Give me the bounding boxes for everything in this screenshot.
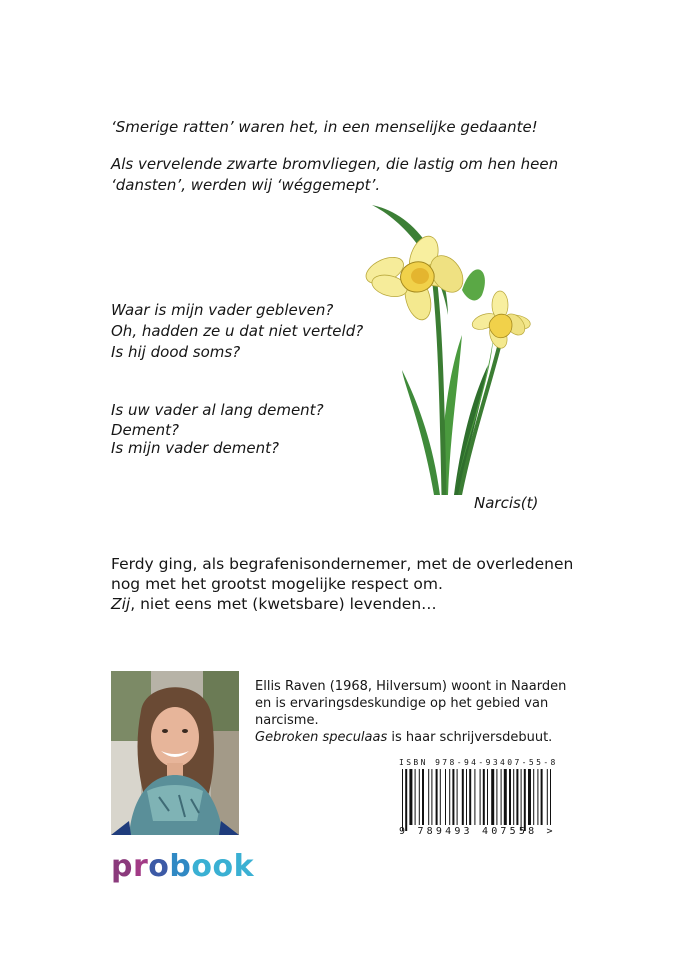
daffodil-illustration <box>352 195 542 495</box>
barcode-digits: 9 789493 407558 > <box>399 826 556 837</box>
publisher-logo <box>111 849 254 884</box>
barcode-bar <box>457 769 458 825</box>
bio-line-4 <box>255 729 552 746</box>
barcode-bar <box>480 769 481 825</box>
barcode-bar <box>496 769 497 825</box>
bio-line-2: en is ervaringsdeskundige op het gebied van <box>255 696 549 711</box>
bio-line-3: narcisme. <box>255 713 319 728</box>
barcode-bar <box>541 769 543 825</box>
dialog2-line-2: Dement? <box>111 421 179 439</box>
barcode-bar <box>524 769 526 831</box>
author-portrait <box>111 671 239 835</box>
barcode-bar <box>550 769 551 825</box>
barcode-bar <box>501 769 502 825</box>
barcode-bar <box>474 769 475 825</box>
quote-line-2: Als vervelende zwarte bromvliegen, die lastig om hen heen <box>111 155 559 173</box>
logo-part-4: b <box>169 849 192 884</box>
logo-part-2: r <box>132 849 149 884</box>
barcode-bar <box>440 769 441 825</box>
barcode-bar <box>528 769 531 825</box>
dialog1-line-2: Oh, hadden ze u dat niet verteld? <box>111 322 364 340</box>
barcode-bar <box>504 769 507 825</box>
dialog1-line-3: Is hij dood soms? <box>111 343 241 361</box>
barcode-bar <box>483 769 485 825</box>
quote-line-3: ‘dansten’, werden wij ‘wéggemept’. <box>111 176 381 194</box>
flower-caption: Narcis(t) <box>474 494 539 512</box>
bio-line-1: Ellis Raven (1968, Hilversum) woont in Naarden <box>255 679 567 694</box>
barcode-bar <box>469 769 471 825</box>
bio-line-4-rest: is haar schrijversdebuut. <box>387 730 553 745</box>
summary-line-2: nog met het grootst mogelijke respect om. <box>111 575 443 593</box>
barcode-bar <box>466 769 467 825</box>
barcode-bar <box>445 769 446 825</box>
author-photo <box>111 671 239 835</box>
barcode-bar <box>419 769 420 825</box>
barcode-bar <box>409 769 412 825</box>
logo-part-5: ook <box>191 849 255 884</box>
barcode-bar <box>405 769 407 831</box>
barcode-bar <box>509 769 511 825</box>
barcode-bar <box>428 769 429 825</box>
barcode-bar <box>516 769 518 825</box>
summary-line-3 <box>111 594 437 614</box>
barcode-bar <box>436 769 438 825</box>
dialog2-line-1: Is uw vader al lang dement? <box>111 401 324 419</box>
barcode-bar <box>513 769 514 825</box>
logo-part-1: p <box>111 849 133 884</box>
barcode-bar <box>452 769 454 825</box>
barcode-bar <box>422 769 424 825</box>
barcode-bar <box>491 769 494 825</box>
summary-line-1: Ferdy ging, als begrafenisondernemer, met de overledenen <box>111 555 574 573</box>
barcode-bar <box>537 769 538 825</box>
barcode-bar <box>431 769 432 825</box>
isbn-label: ISBN 978-94-93407-55-8 <box>399 758 558 767</box>
quote-line-1: ‘Smerige ratten’ waren het, in een menselijke gedaante! <box>111 118 538 136</box>
summary-line-3-rest: , niet eens met (kwetsbare) levenden… <box>130 595 437 613</box>
barcode-bar <box>415 769 416 825</box>
barcode-bar <box>402 769 403 831</box>
barcode-bar <box>521 769 522 831</box>
book-title: Gebroken speculaas <box>255 730 388 745</box>
barcode-bar <box>449 769 450 825</box>
dialog1-line-1: Waar is mijn vader gebleven? <box>111 301 334 319</box>
barcode-bar <box>533 769 534 825</box>
summary-emphasis: Zij <box>111 595 131 613</box>
barcode-bar <box>462 769 464 825</box>
barcode-bar <box>487 769 488 825</box>
logo-part-3: o <box>148 849 170 884</box>
dialog2-line-3: Is mijn vader dement? <box>111 439 279 457</box>
barcode-bar <box>547 769 548 825</box>
